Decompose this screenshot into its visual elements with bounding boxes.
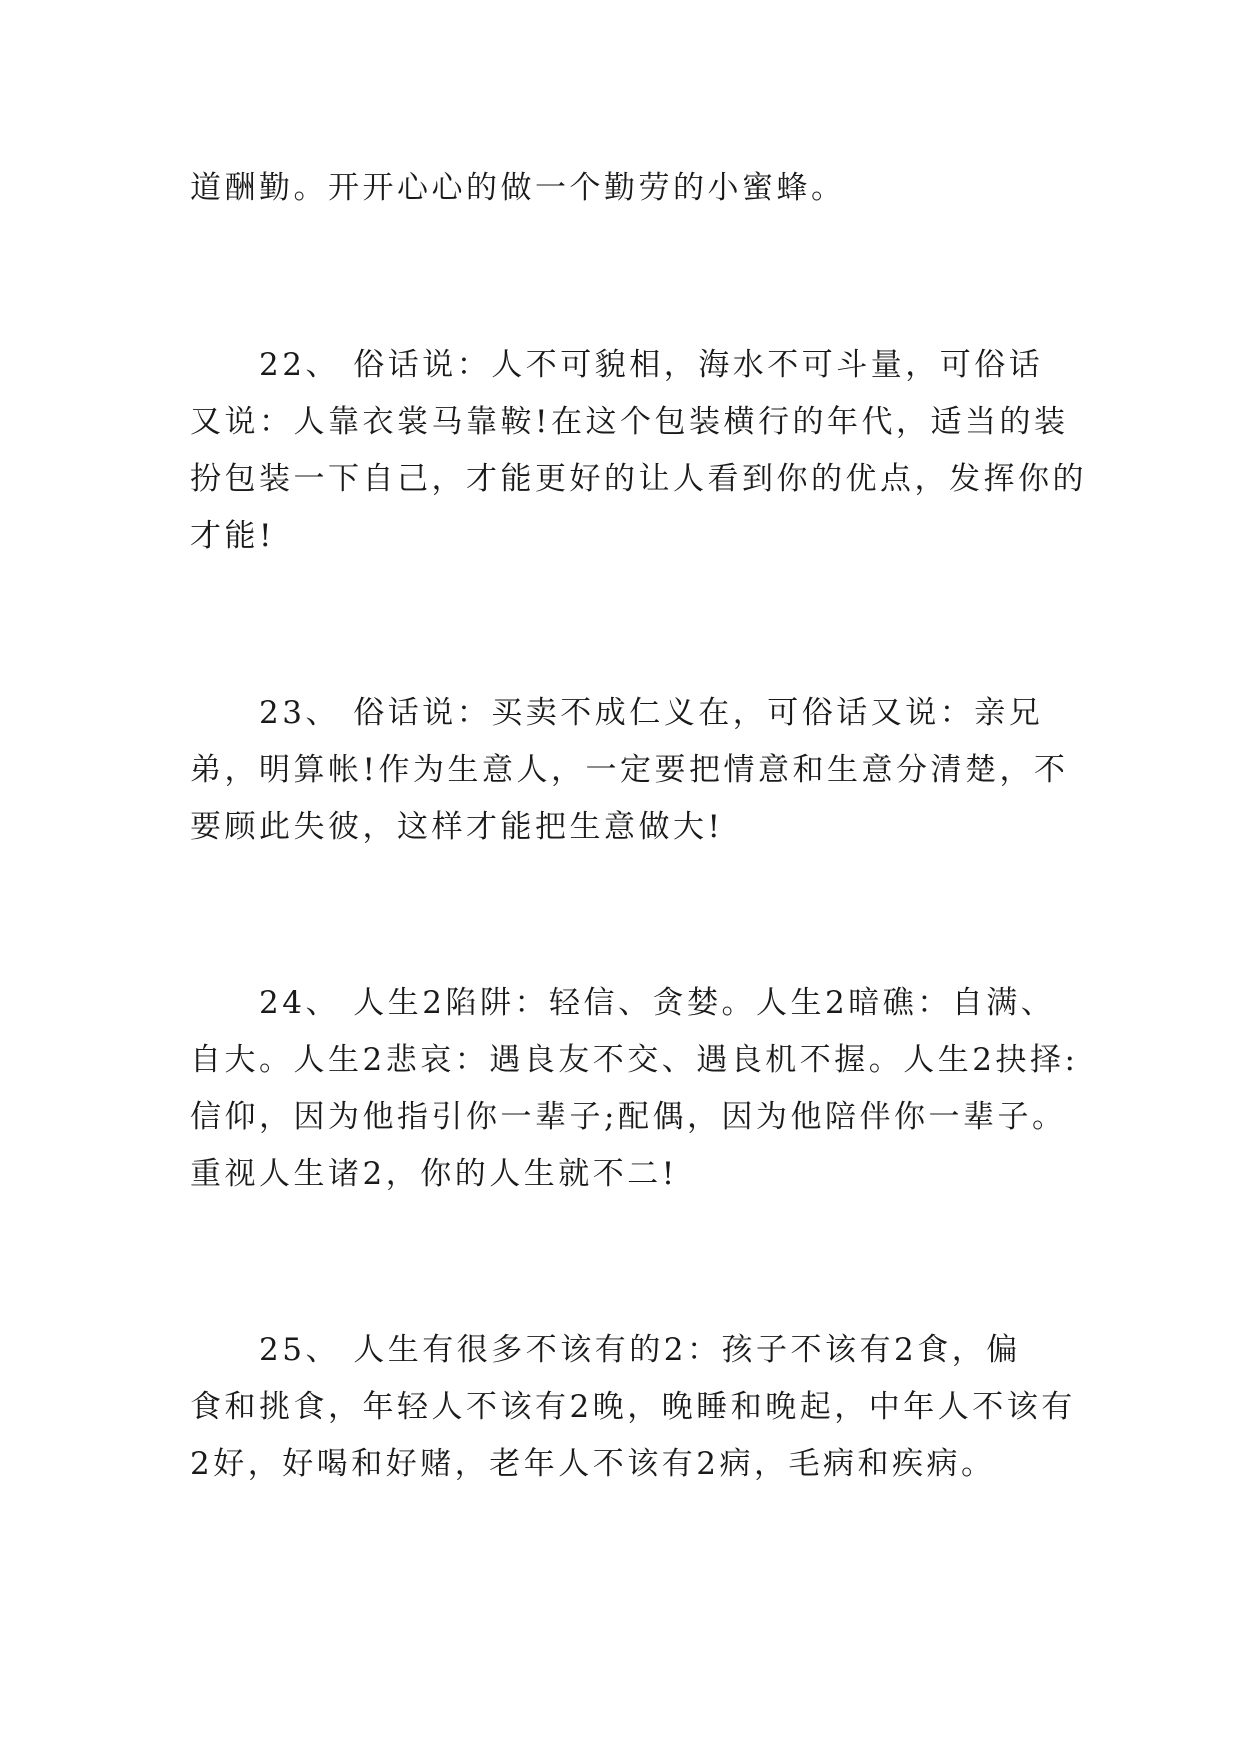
paragraph-line: 重视人生诸2，你的人生就不二! [190,1156,678,1192]
paragraph-line: 23、 俗话说：买卖不成仁义在，可俗话又说：亲兄 [190,695,1044,731]
paragraph-line: 食和挑食，年轻人不该有2晚，晚睡和晚起，中年人不该有 [190,1389,1076,1425]
paragraph-line: 自大。人生2悲哀：遇良友不交、遇良机不握。人生2抉择: [190,1042,1079,1078]
paragraph-line: 要顾此失彼，这样才能把生意做大! [190,809,724,845]
paragraph-line: 22、 俗话说：人不可貌相，海水不可斗量，可俗话 [190,347,1044,383]
paragraph-line: 2好，好喝和好赌，老年人不该有2病，毛病和疾病。 [190,1446,996,1482]
paragraph-line: 25、 人生有很多不该有的2：孩子不该有2食，偏 [190,1332,1021,1368]
paragraph-line: 信仰，因为他指引你一辈子;配偶，因为他陪伴你一辈子。 [190,1099,1067,1135]
paragraph-line: 道酬勤。开开心心的做一个勤劳的小蜜蜂。 [190,170,846,206]
paragraph-line: 弟，明算帐!作为生意人，一定要把情意和生意分清楚，不 [190,752,1069,788]
paragraph-line: 才能! [190,518,275,554]
paragraph-line: 24、 人生2陷阱：轻信、贪婪。人生2暗礁：自满、 [190,985,1056,1021]
paragraph-line: 扮包装一下自己，才能更好的让人看到你的优点，发挥你的 [190,461,1087,497]
paragraph-line: 又说：人靠衣裳马靠鞍!在这个包装横行的年代，适当的装 [190,404,1069,440]
